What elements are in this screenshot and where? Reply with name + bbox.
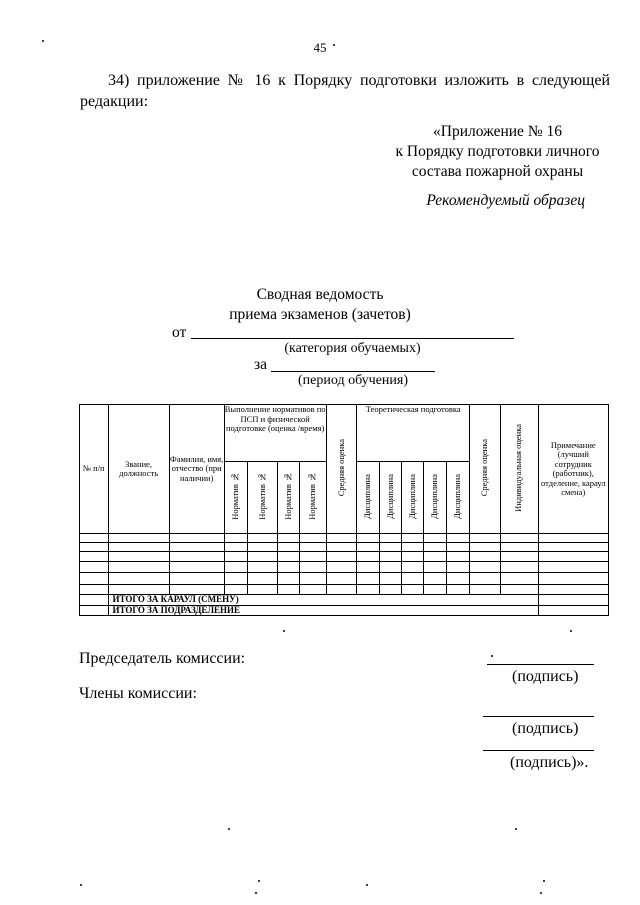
header-discipline-1-text: Дисциплина: [362, 473, 373, 519]
header-norm-1-text: Норматив №: [230, 472, 241, 521]
category-caption: (категория обучаемых): [284, 341, 421, 356]
total-division-row: [80, 605, 609, 616]
header-norm-4-text: Норматив №: [307, 472, 318, 521]
header-discipline-3-text: Дисциплина: [406, 473, 417, 519]
scan-speck: [543, 880, 545, 882]
member-signature-line-1: [483, 716, 594, 717]
table-row: [80, 562, 609, 573]
header-individual: [500, 405, 538, 534]
scan-speck: [540, 892, 542, 894]
chairman-signature-line: [487, 664, 594, 665]
header-individual-text: Индивидуальная оценка: [513, 423, 524, 512]
page-number: 45: [313, 40, 327, 55]
header-name: Фамилия, имя, отчество (при наличии): [169, 405, 224, 534]
header-discipline-3: [402, 462, 424, 534]
header-avg-1: [326, 405, 357, 534]
period-field-line: [271, 371, 435, 372]
table-row: [80, 534, 609, 543]
recommended-sample-label: Рекомендуемый образец: [426, 192, 585, 209]
period-caption: (период обучения): [297, 373, 408, 388]
summary-table: [79, 404, 609, 616]
header-norm-group: Выполнение нормативов по ПСП и физической подготовке (оценка /время): [224, 405, 326, 462]
header-norm-2-text: Норматив №: [256, 472, 267, 521]
appendix-line-2: к Порядку подготовки личного: [395, 143, 600, 160]
header-num: № п/п: [80, 405, 109, 534]
header-norm-3: [277, 462, 299, 534]
table-row: [80, 573, 609, 585]
scan-speck: [228, 828, 230, 830]
scan-speck: [515, 828, 517, 830]
header-avg-1-text: Средняя оценка: [335, 439, 346, 497]
table-row: [80, 552, 609, 562]
form-title-line-1: Сводная ведомость: [256, 286, 384, 303]
header-avg-2-text: Средняя оценка: [479, 439, 490, 497]
from-label: от: [172, 324, 187, 341]
total-guard-label: ИТОГО ЗА КАРАУЛ (СМЕНУ): [108, 595, 538, 606]
scan-speck: [255, 892, 257, 894]
header-discipline-5-text: Дисциплина: [452, 473, 463, 519]
header-discipline-2-text: Дисциплина: [384, 473, 395, 519]
table-row: [80, 543, 609, 552]
scan-speck: [333, 44, 335, 46]
header-discipline-5: [446, 462, 469, 534]
header-avg-2: [470, 405, 501, 534]
header-theory-group: Теоретическая подготовка: [357, 405, 470, 462]
appendix-line-1: «Приложение № 16: [433, 123, 562, 140]
scan-speck: [366, 884, 368, 886]
total-division-label: ИТОГО ЗА ПОДРАЗДЕЛЕНИЕ: [108, 605, 538, 616]
scan-speck: [570, 630, 572, 632]
header-discipline-2: [379, 462, 401, 534]
appendix-line-3: состава пожарной охраны: [411, 163, 584, 180]
scan-speck: [80, 884, 82, 886]
header-rank: Звание, должность: [108, 405, 169, 534]
scan-speck: [491, 655, 493, 657]
header-norm-1: [224, 462, 247, 534]
total-guard-row: [80, 595, 609, 606]
appendix-header: [330, 122, 610, 182]
scan-speck: [42, 40, 44, 42]
table-row: [80, 585, 609, 595]
members-label: Члены комиссии:: [79, 685, 197, 702]
amendment-paragraph: 34) приложение № 16 к Порядку подготовки изложить в следующей редакции:: [80, 72, 610, 110]
signature-caption-3: (подпись)».: [510, 754, 589, 771]
form-title-line-2: приема экзаменов (зачетов): [229, 306, 411, 323]
header-discipline-4-text: Дисциплина: [429, 473, 440, 519]
header-discipline-1: [357, 462, 379, 534]
header-discipline-4: [424, 462, 446, 534]
header-note: Примечание (лучший сотрудник (работник), отделение, караул смена): [538, 405, 608, 534]
chairman-label: Председатель комиссии:: [79, 650, 246, 667]
signature-caption-2: (подпись): [512, 720, 579, 737]
signature-caption-1: (подпись): [512, 668, 579, 685]
for-label: за: [254, 356, 268, 373]
scan-speck: [258, 880, 260, 882]
header-norm-4: [300, 462, 327, 534]
header-norm-2: [248, 462, 278, 534]
scan-speck: [283, 630, 285, 632]
category-field-line: [191, 338, 514, 339]
member-signature-line-2: [483, 750, 594, 751]
header-norm-3-text: Норматив №: [282, 472, 293, 521]
